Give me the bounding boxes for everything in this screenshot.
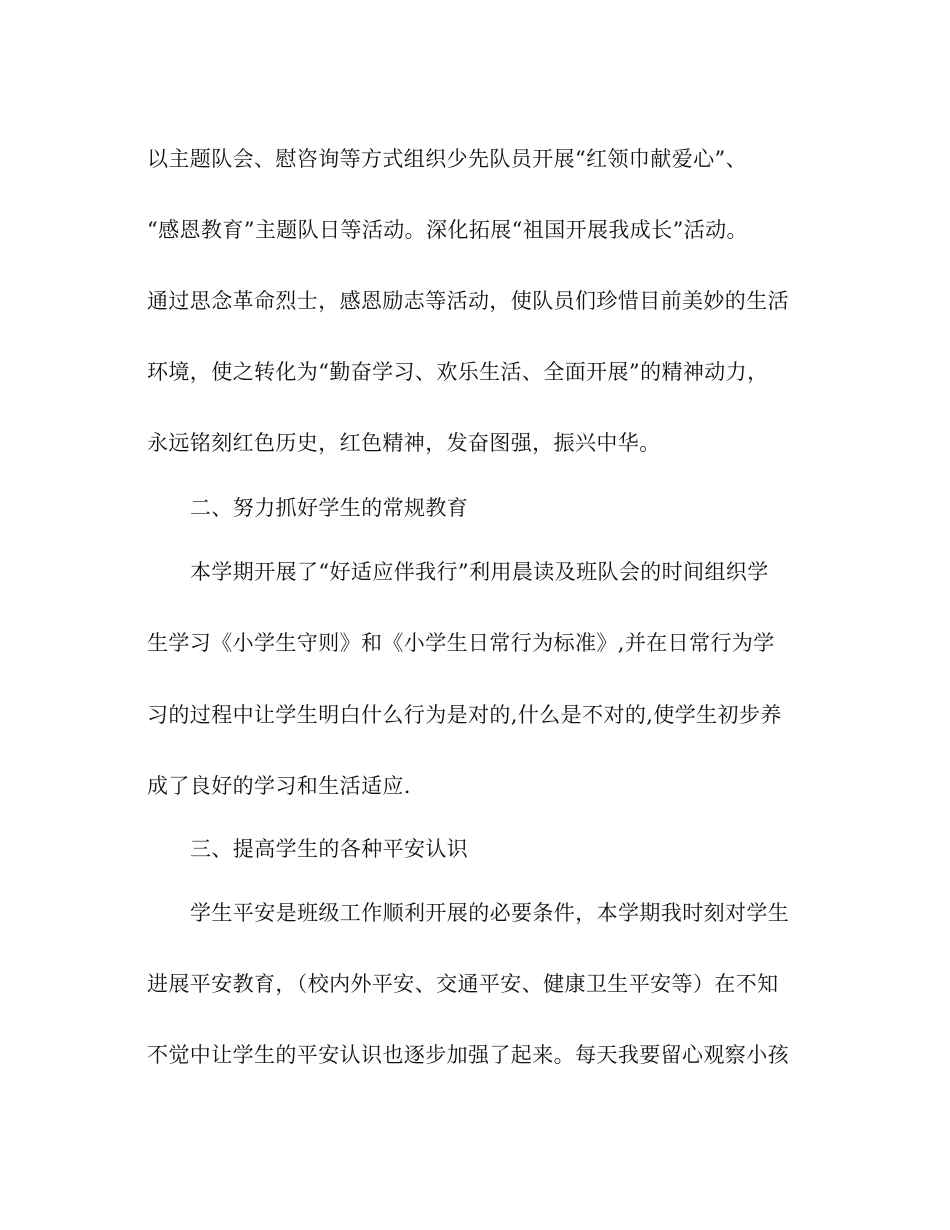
- section-heading: 三、提高学生的各种平安认识: [190, 837, 469, 861]
- paragraph-line: 环境，使之转化为“勤奋学习、欢乐生活、全面开展”的精神动力，: [147, 360, 769, 384]
- paragraph-line: 本学期开展了“好适应伴我行”利用晨读及班队会的时间组织学: [190, 560, 769, 584]
- paragraph-line: 永远铭刻红色历史，红色精神，发奋图强，振兴中华。: [147, 431, 661, 455]
- paragraph-line: 成了良好的学习和生活适应.: [147, 774, 411, 798]
- paragraph-line: 通过思念革命烈士，感恩励志等活动，使队员们珍惜目前美妙的生活: [147, 289, 789, 313]
- paragraph-line: 习的过程中让学生明白什么行为是对的,什么是不对的,使学生初步养: [147, 703, 782, 727]
- paragraph-line: 生学习《小学生守则》和《小学生日常行为标准》,并在日常行为学: [147, 631, 775, 655]
- section-heading: 二、努力抓好学生的常规教育: [190, 496, 469, 520]
- paragraph-line: “感恩教育”主题队日等活动。深化拓展“祖国开展我成长”活动。: [147, 218, 748, 242]
- paragraph-line: 进展平安教育，（校内外平安、交通平安、健康卫生平安等）在不知: [147, 972, 779, 996]
- paragraph-line: 学生平安是班级工作顺利开展的必要条件，本学期我时刻对学生: [190, 901, 790, 925]
- paragraph-line: 不觉中让学生的平安认识也逐步加强了起来。每天我要留心观察小孩: [147, 1043, 789, 1067]
- paragraph-line: 以主题队会、慰咨询等方式组织少先队员开展“红领巾献爱心”、: [147, 147, 748, 171]
